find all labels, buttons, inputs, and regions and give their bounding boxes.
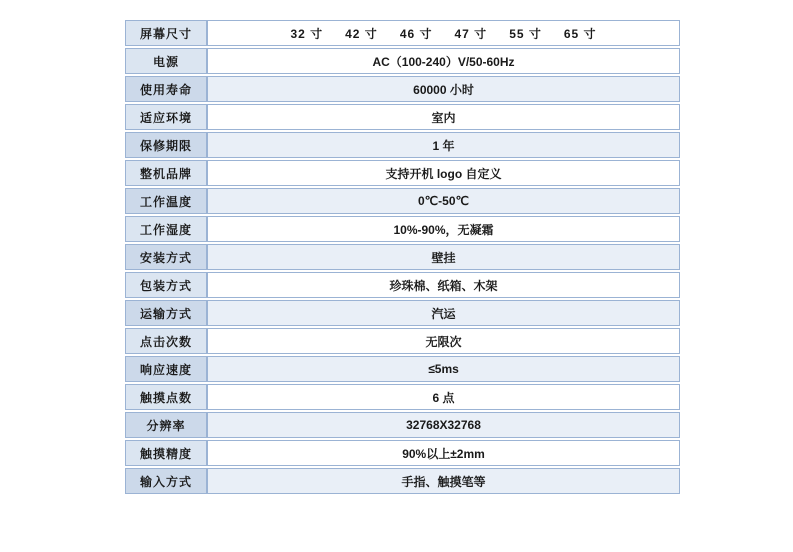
spec-label: 触摸精度 — [125, 440, 207, 466]
spec-value: 手指、触摸笔等 — [207, 468, 680, 494]
spec-label: 安装方式 — [125, 244, 207, 270]
spec-label: 工作温度 — [125, 188, 207, 214]
spec-label: 分辨率 — [125, 412, 207, 438]
spec-value: 10%-90%，无凝霜 — [207, 216, 680, 242]
table-row — [125, 216, 680, 242]
spec-label: 触摸点数 — [125, 384, 207, 410]
screen-size-item: 47 寸 — [454, 26, 488, 41]
spec-label: 输入方式 — [125, 468, 207, 494]
spec-value: 6 点 — [207, 384, 680, 410]
table-row — [125, 20, 680, 46]
spec-value-screen-sizes — [207, 20, 680, 46]
spec-value: 1 年 — [207, 132, 680, 158]
spec-label: 保修期限 — [125, 132, 207, 158]
spec-label: 使用寿命 — [125, 76, 207, 102]
table-row — [125, 76, 680, 102]
table-row — [125, 188, 680, 214]
table-row — [125, 48, 680, 74]
spec-label: 点击次数 — [125, 328, 207, 354]
spec-value: 壁挂 — [207, 244, 680, 270]
spec-label: 响应速度 — [125, 356, 207, 382]
spec-label: 运输方式 — [125, 300, 207, 326]
table-row — [125, 132, 680, 158]
screen-size-item: 32 寸 — [290, 26, 324, 41]
table-row — [125, 440, 680, 466]
screen-size-item: 55 寸 — [509, 26, 542, 41]
specification-table-body — [125, 20, 680, 494]
spec-value: 室内 — [207, 104, 680, 130]
screen-size-item: 46 寸 — [399, 26, 433, 41]
table-row — [125, 272, 680, 298]
spec-value: 60000 小时 — [207, 76, 680, 102]
table-row — [125, 412, 680, 438]
spec-value: 无限次 — [207, 328, 680, 354]
spec-value: 90%以上±2mm — [207, 440, 680, 466]
screen-size-list — [208, 25, 679, 42]
spec-value: 汽运 — [207, 300, 680, 326]
table-row — [125, 160, 680, 186]
specification-table-container — [125, 18, 678, 496]
table-row — [125, 328, 680, 354]
table-row — [125, 244, 680, 270]
table-row — [125, 104, 680, 130]
spec-label: 整机品牌 — [125, 160, 207, 186]
table-row — [125, 384, 680, 410]
spec-value: AC（100-240）V/50-60Hz — [207, 48, 680, 74]
table-row — [125, 300, 680, 326]
spec-value: 珍珠棉、纸箱、木架 — [207, 272, 680, 298]
screen-size-item: 42 寸 — [345, 26, 378, 41]
table-row — [125, 356, 680, 382]
spec-value: 0℃-50℃ — [207, 188, 680, 214]
spec-label: 包装方式 — [125, 272, 207, 298]
spec-label: 电源 — [125, 48, 207, 74]
spec-value: 32768X32768 — [207, 412, 680, 438]
spec-label: 工作湿度 — [125, 216, 207, 242]
spec-label: 屏幕尺寸 — [125, 20, 207, 46]
spec-value: ≤5ms — [207, 356, 680, 382]
spec-label: 适应环境 — [125, 104, 207, 130]
spec-value: 支持开机 logo 自定义 — [207, 160, 680, 186]
specification-table — [125, 18, 680, 496]
table-row — [125, 468, 680, 494]
screen-size-item: 65 寸 — [563, 26, 597, 41]
